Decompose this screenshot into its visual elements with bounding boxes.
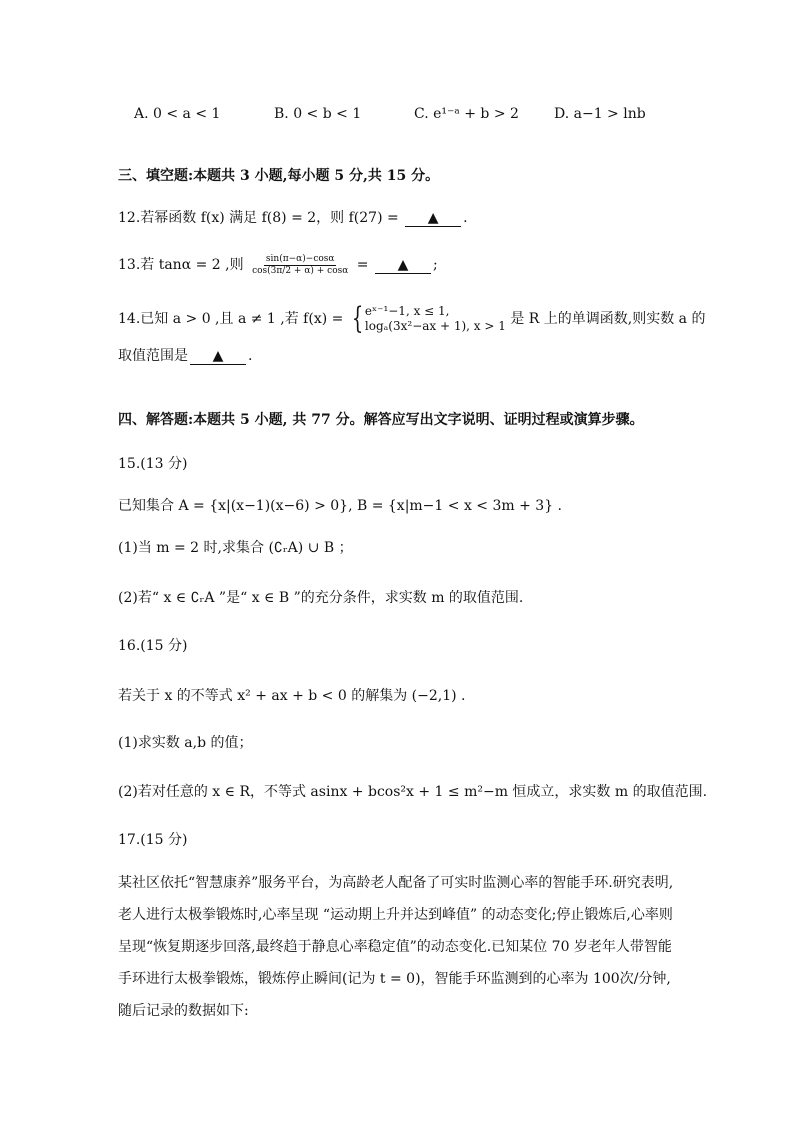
- q17-line-4: 手环进行太极拳锻炼，锻炼停止瞬间(记为 t = 0)，智能手环监测到的心率为 100次/分钟,: [118, 971, 671, 987]
- q12-text: 12.若幂函数 f(x) 满足 f(8) = 2，则 f(27) =: [118, 210, 404, 226]
- section3-title: 三、填空题:本题共 3 小题,每小题 5 分,共 15 分。: [118, 168, 440, 184]
- question-12: [118, 208, 468, 228]
- q12-blank: ▲: [405, 210, 461, 227]
- question-14: [118, 303, 705, 335]
- q13-prefix: 13.若 tanα = 2 ,则: [118, 257, 244, 273]
- q13-denominator: cos(3π/2 + α) + cosα: [252, 265, 349, 276]
- q13-blank: ▲: [375, 257, 431, 274]
- q13-end: ;: [432, 257, 438, 273]
- q14-blank: ▲: [190, 348, 246, 365]
- brace-icon: {: [351, 301, 364, 336]
- q15-part2: (2)若“ x ∈ ∁ᵣA ”是“ x ∈ B ”的充分条件，求实数 m 的取值范围.: [118, 590, 524, 606]
- q13-fraction: [250, 254, 350, 277]
- q17-line-3: 呈现“恢复期逐步回落,最终趋于静息心率稳定值”的动态变化.已知某位 70 岁老年人带智能: [118, 939, 672, 955]
- q12-end: .: [463, 210, 468, 226]
- q16-stem: 若关于 x 的不等式 x² + ax + b < 0 的解集为 (−2,1) .: [118, 688, 466, 704]
- q16-part2: (2)若对任意的 x ∈ R，不等式 asinx + bcos²x + 1 ≤ m²−m 恒成立，求实数 m 的取值范围.: [118, 784, 708, 800]
- q16-heading: 16.(15 分): [118, 638, 188, 654]
- option-a: A. 0 < a < 1: [134, 106, 221, 122]
- q14-suffix: 是 R 上的单调函数,则实数 a 的: [510, 311, 706, 327]
- q15-part1: (1)当 m = 2 时,求集合 (∁ᵣA) ∪ B ；: [118, 540, 353, 556]
- q14-case-1: eˣ⁻¹−1, x ≤ 1,: [364, 304, 450, 318]
- option-c: C. e¹⁻ᵃ + b > 2: [414, 106, 519, 122]
- q14-piecewise: [348, 301, 506, 336]
- q17-line-1: 某社区依托“智慧康养”服务平台，为高龄老人配备了可实时监测心率的智能手环.研究表明,: [118, 875, 674, 891]
- q14-end: .: [248, 348, 253, 364]
- q13-equals: =: [356, 257, 369, 273]
- q15-stem: 已知集合 A = {x|(x−1)(x−6) > 0}, B = {x|m−1 < x < 3m + 3} .: [118, 498, 563, 514]
- question-13: [118, 250, 438, 280]
- q17-heading: 17.(15 分): [118, 832, 188, 848]
- q14-prefix: 14.已知 a > 0 ,且 a ≠ 1 ,若 f(x) =: [118, 311, 344, 327]
- q14-case-2: logₐ(3x²−ax + 1), x > 1: [364, 319, 506, 333]
- q17-line-5: 随后记录的数据如下:: [118, 1003, 249, 1019]
- q15-heading: 15.(13 分): [118, 456, 188, 472]
- question-14-line2: [118, 346, 252, 366]
- q17-line-2: 老人进行太极拳锻炼时,心率呈现 “运动期上升并达到峰值” 的动态变化;停止锻炼后,心率则: [118, 907, 673, 923]
- q13-numerator: sin(π−α)−cosα: [265, 253, 335, 264]
- option-d: D. a−1 > lnb: [554, 106, 646, 122]
- option-b: B. 0 < b < 1: [274, 106, 362, 122]
- q14-line2: 取值范围是: [118, 348, 188, 364]
- q16-part1: (1)求实数 a,b 的值；: [118, 735, 253, 751]
- section4-title: 四、解答题:本题共 5 小题, 共 77 分。解答应写出文字说明、证明过程或演算步骤。: [118, 412, 644, 428]
